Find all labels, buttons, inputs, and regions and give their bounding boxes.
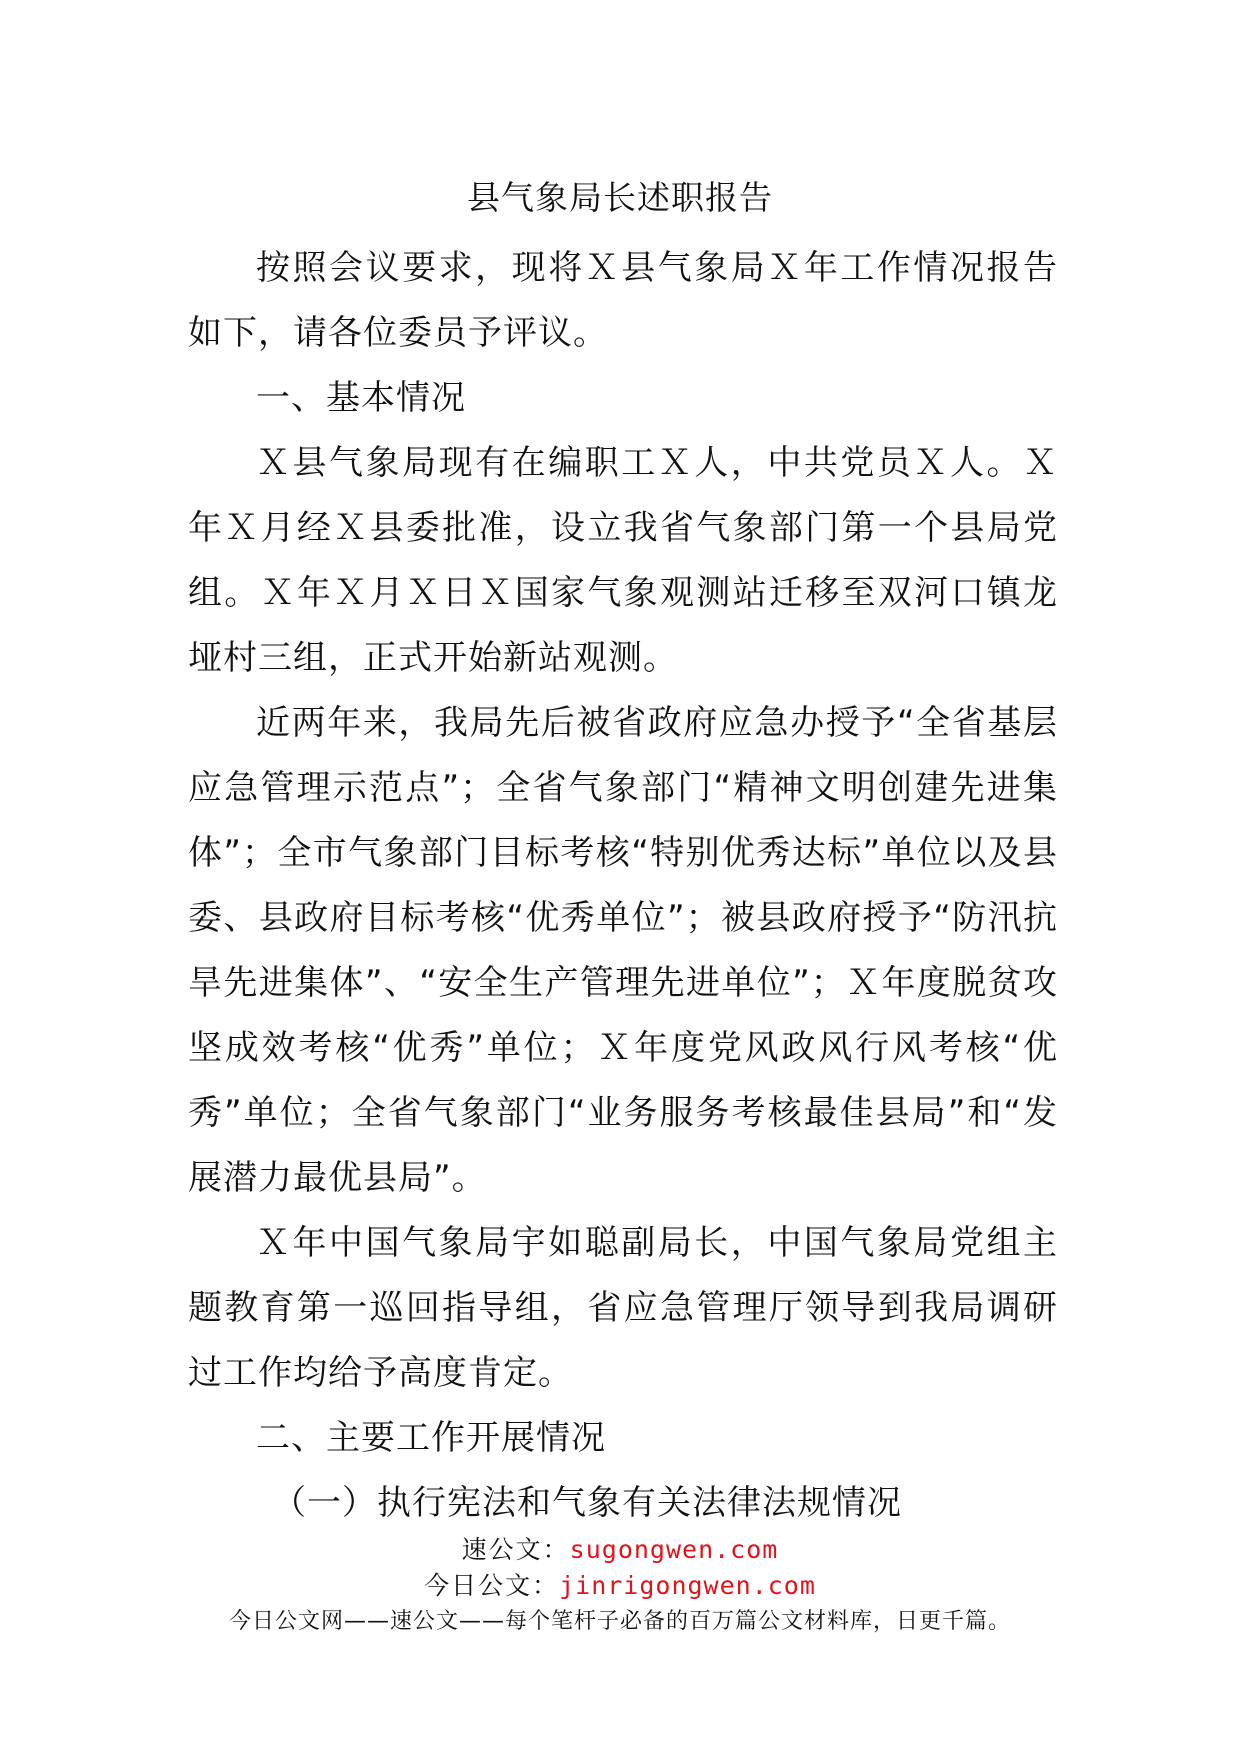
document-body: [188, 236, 1058, 1536]
honors-paragraph: 近两年来，我局先后被省政府应急办授予“全省基层应急管理示范点”；全省气象部门“精神文明创建先进集体”；全市气象部门目标考核“特别优秀达标”单位以及县委、县政府目标考核“优秀单位”；被县政府授予“防汛抗旱先进集体”、“安全生产管理先进单位”；Ｘ年度脱贫攻坚成效考核“优秀”单位；Ｘ年度党风政风行风考核“优秀”单位；全省气象部门“业务服务考核最佳县局”和“发展潜力最优县局”。: [188, 703, 1058, 1198]
basic-situation-paragraph: Ｘ县气象局现有在编职工Ｘ人，中共党员Ｘ人。Ｘ年Ｘ月经Ｘ县委批准，设立我省气象部门第一个县局党组。Ｘ年Ｘ月Ｘ日Ｘ国家气象观测站迁移至双河口镇龙垭村三组，正式开始新站观测。: [188, 443, 1058, 678]
section-heading-main-work: 二、主要工作开展情况: [256, 1418, 606, 1458]
visits-paragraph: Ｘ年中国气象局宇如聪副局长，中国气象局党组主题教育第一巡回指导组，省应急管理厅领导到我局调研过工作均给予高度肯定。: [188, 1223, 1058, 1393]
document-title: 县气象局长述职报告: [467, 178, 773, 217]
footer-link-sugongwen[interactable]: sugongwen.com: [569, 1535, 779, 1564]
section-heading-basic-situation: 一、基本情况: [256, 378, 466, 418]
footer-line-sugongwen: [0, 1532, 1240, 1568]
footer-label-sugongwen: 速公文：: [461, 1535, 570, 1564]
footer-label-jinrigongwen: 今日公文：: [424, 1571, 560, 1600]
footer-watermark: [0, 1532, 1240, 1638]
footer-line-jinrigongwen: [0, 1568, 1240, 1604]
intro-paragraph: 按照会议要求，现将Ｘ县气象局Ｘ年工作情况报告如下，请各位委员予评议。: [188, 248, 1058, 353]
footer-link-jinrigongwen[interactable]: jinrigongwen.com: [559, 1571, 816, 1600]
footer-slogan: 今日公文网——速公文——每个笔杆子必备的百万篇公文材料库，日更千篇。: [228, 1609, 1011, 1634]
subsection-heading-law-enforcement: （一）执行宪法和气象有关法律法规情况: [272, 1483, 902, 1523]
